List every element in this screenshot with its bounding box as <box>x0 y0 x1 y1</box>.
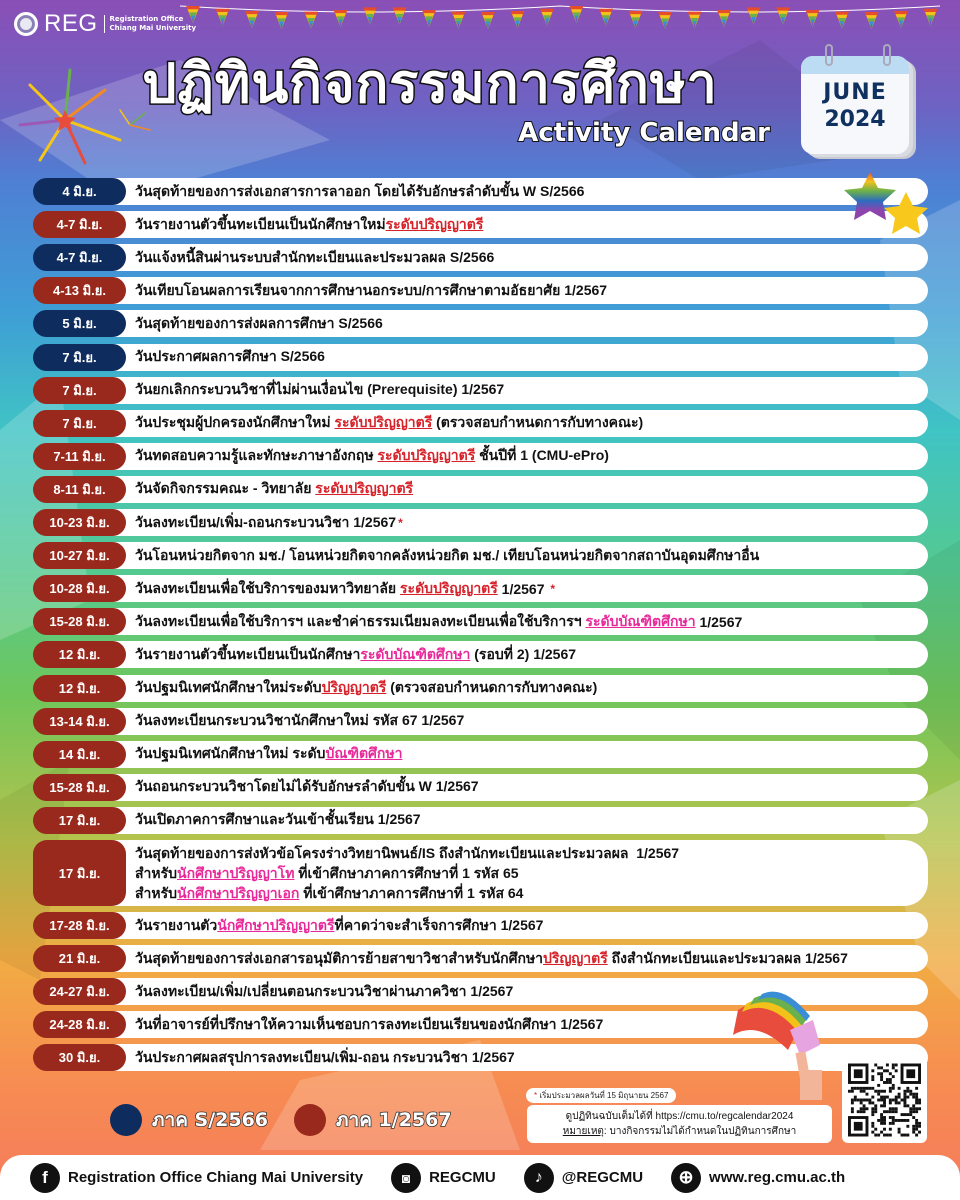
event-row <box>33 575 928 602</box>
event-date-badge: 4-13 มิ.ย. <box>33 277 126 304</box>
event-row <box>33 244 928 271</box>
megaphone-icon <box>728 990 823 1100</box>
event-description-line <box>135 843 679 863</box>
event-row <box>33 178 928 205</box>
event-text: สำหรับ <box>135 885 178 901</box>
reg-logo <box>14 10 196 38</box>
event-row <box>33 476 928 503</box>
event-date-badge: 17-28 มิ.ย. <box>33 912 126 939</box>
event-date-badge: 17 มิ.ย. <box>33 807 126 834</box>
event-description <box>135 542 759 569</box>
remark-text: : บางกิจกรรมไม่ได้กำหนดในปฏิทินการศึกษา <box>603 1126 797 1137</box>
event-date-badge: 15-28 มิ.ย. <box>33 774 126 801</box>
highlight-text: นักศึกษาปริญญาโท <box>177 865 295 881</box>
calendar-header-strip <box>801 56 909 74</box>
event-text: วันประชุมผู้ปกครองนักศึกษาใหม่ <box>135 414 335 431</box>
event-description <box>135 575 555 602</box>
highlight-text: ระดับบัณฑิตศึกษา <box>585 612 696 629</box>
event-text: วันประกาศผลการศึกษา S/2566 <box>135 348 325 364</box>
event-text: วันแจ้งหนี้สินผ่านระบบสำนักทะเบียนและประมวลผล S/2566 <box>135 248 495 265</box>
event-text: วันยกเลิกกระบวนวิชาที่ไม่ผ่านเงื่อนไข (Prerequisite) 1/2567 <box>135 381 505 398</box>
event-text: (รอบที่ 2) 1/2567 <box>470 645 577 662</box>
event-row <box>33 277 928 304</box>
event-text: สำหรับ <box>135 865 178 881</box>
event-description <box>135 377 504 404</box>
qr-code-image <box>848 1063 921 1137</box>
event-row <box>33 675 928 702</box>
event-row <box>33 443 928 470</box>
highlight-text: นักศึกษาปริญญาเอก <box>177 885 300 901</box>
instagram-icon[interactable]: ◙ <box>391 1163 421 1193</box>
event-date-badge: 12 มิ.ย. <box>33 675 126 702</box>
event-description <box>135 608 742 635</box>
event-description <box>135 641 576 668</box>
page-title-english: Activity Calendar <box>518 118 770 148</box>
tiktok-icon[interactable]: ♪ <box>524 1163 554 1193</box>
event-row <box>33 211 928 238</box>
event-text: ที่คาดว่าจะสำเร็จการศึกษา 1/2567 <box>334 916 544 933</box>
globe-icon[interactable]: ⊕ <box>671 1163 701 1193</box>
event-description <box>135 708 464 735</box>
event-description <box>135 912 543 939</box>
event-date-badge: 14 มิ.ย. <box>33 741 126 768</box>
event-row <box>33 344 928 371</box>
event-row <box>33 741 928 768</box>
remark-label: หมายเหตุ <box>562 1126 604 1137</box>
event-text: วันที่อาจารย์ที่ปรึกษาให้ความเห็นชอบการลงทะเบียนเรียนของนักศึกษา 1/2567 <box>135 1015 604 1032</box>
event-text: ที่เข้าศึกษาภาคการศึกษาที่ 1 รหัส 65 <box>294 865 519 881</box>
event-description <box>135 244 494 271</box>
highlight-text: ระดับบัณฑิตศึกษา <box>360 645 471 662</box>
calendar-year: 2024 <box>824 107 886 132</box>
event-row <box>33 708 928 735</box>
page-title-thai: ปฏิทินกิจกรรมการศึกษา <box>142 52 718 115</box>
instagram-link[interactable]: REGCMU <box>429 1169 496 1186</box>
event-description <box>135 310 383 337</box>
highlight-text: นักศึกษาปริญญาตรี <box>217 916 335 933</box>
event-text: (ตรวจสอบกำหนดการกับทางคณะ) <box>386 679 598 695</box>
event-text: 1/2567 <box>695 613 743 630</box>
event-text: วันลงทะเบียนเพื่อใช้บริการฯ และชำค่าธรรมเนียมลงทะเบียนเพื่อใช้บริการฯ <box>135 612 586 629</box>
event-row <box>33 377 928 404</box>
event-date-badge: 4-7 มิ.ย. <box>33 244 126 271</box>
event-text: วันรายงานตัวขึ้นทะเบียนเป็นนักศึกษาใหม่ <box>135 215 386 232</box>
highlight-text: ระดับปริญญาตรี <box>400 579 498 596</box>
event-date-badge: 12 มิ.ย. <box>33 641 126 668</box>
event-date-badge: 4 มิ.ย. <box>33 178 126 205</box>
event-date-badge: 10-28 มิ.ย. <box>33 575 126 602</box>
event-text: วันเทียบโอนผลการเรียนจากการศึกษานอกระบบ/การศึกษาตามอัธยาศัย 1/2567 <box>135 281 608 298</box>
event-row <box>33 542 928 569</box>
event-row <box>33 608 928 635</box>
event-date-badge: 30 มิ.ย. <box>33 1044 126 1071</box>
event-text: วันสุดท้ายของการส่งเอกสารอนุมัติการย้ายสาขาวิชาสำหรับนักศึกษา <box>135 949 544 966</box>
event-date-badge: 10-23 มิ.ย. <box>33 509 126 536</box>
asterisk-note <box>526 1088 676 1103</box>
event-date-badge: 15-28 มิ.ย. <box>33 608 126 635</box>
event-text: วันลงทะเบียนกระบวนวิชานักศึกษาใหม่ รหัส 67 1/2567 <box>135 712 465 729</box>
event-description <box>135 807 421 834</box>
event-text: วันสุดท้ายของการส่งผลการศึกษา S/2566 <box>135 314 383 331</box>
event-row <box>33 807 928 834</box>
event-row <box>33 840 928 906</box>
highlight-text: ปริญญาตรี <box>321 679 387 695</box>
event-text: 1/2567 <box>497 580 549 597</box>
event-text: วันเปิดภาคการศึกษาและวันเข้าชั้นเรียน 1/2567 <box>135 811 421 828</box>
highlight-text: ระดับปริญญาตรี <box>385 215 484 232</box>
highlight-text: ระดับปริญญาตรี <box>334 414 433 431</box>
event-row <box>33 410 928 437</box>
event-text: วันรายงานตัว <box>135 916 218 933</box>
event-text: วันลงทะเบียนเพื่อใช้บริการของมหาวิทยาลัย <box>135 579 401 596</box>
event-date-badge: 17 มิ.ย. <box>33 840 126 906</box>
event-description <box>135 978 513 1005</box>
event-description <box>135 277 607 304</box>
rainbow-star-icon <box>838 170 933 240</box>
event-text: วันจัดกิจกรรมคณะ - วิทยาลัย <box>135 480 316 497</box>
event-text: วันทดสอบความรู้และทักษะภาษาอังกฤษ <box>135 447 378 464</box>
highlight-text: ปริญญาตรี <box>543 949 608 966</box>
event-description <box>135 945 848 972</box>
facebook-link[interactable]: Registration Office Chiang Mai University <box>68 1169 364 1186</box>
event-description <box>135 443 609 470</box>
logo-text: REG <box>44 10 98 37</box>
event-date-badge: 4-7 มิ.ย. <box>33 211 126 238</box>
calendar-ring-icon <box>883 44 891 66</box>
legend-label-s2566: ภาค S/2566 <box>152 1109 269 1131</box>
logo-subtitle-line-1: Registration Office <box>109 15 184 23</box>
event-description <box>135 476 413 503</box>
facebook-icon[interactable]: f <box>30 1163 60 1193</box>
event-row <box>33 310 928 337</box>
event-row <box>33 509 928 536</box>
event-description <box>135 675 597 702</box>
event-date-badge: 24-28 มิ.ย. <box>33 1011 126 1038</box>
event-text: วันสุดท้ายของการส่งหัวข้อโครงร่างวิทยานิพนธ์/IS ถึงสำนักทะเบียนและประมวลผล 1/2567 <box>135 845 680 861</box>
event-date-badge: 7 มิ.ย. <box>33 377 126 404</box>
event-date-badge: 13-14 มิ.ย. <box>33 708 126 735</box>
legend-label-1-2567: ภาค 1/2567 <box>336 1109 452 1131</box>
cmu-seal-icon <box>14 12 38 36</box>
legend-dot-1-2567 <box>294 1104 326 1136</box>
qr-code[interactable] <box>842 1057 927 1143</box>
event-date-badge: 24-27 มิ.ย. <box>33 978 126 1005</box>
event-date-badge: 7-11 มิ.ย. <box>33 443 126 470</box>
website-link[interactable]: www.reg.cmu.ac.th <box>709 1169 846 1186</box>
event-text: (ตรวจสอบกำหนดการกับทางคณะ) <box>432 414 644 431</box>
event-description <box>135 1011 603 1038</box>
calendar-month: JUNE <box>823 80 887 105</box>
event-row <box>33 641 928 668</box>
event-text: วันลงทะเบียน/เพิ่ม/เปลี่ยนตอนกระบวนวิชาผ่านภาควิชา 1/2567 <box>135 982 514 999</box>
event-text: วันโอนหน่วยกิตจาก มช./ โอนหน่วยกิตจากคลังหน่วยกิต มช./ เทียบโอนหน่วยกิตจากสถาบันอุดมศึกษาอื่น <box>135 546 760 563</box>
event-date-badge: 21 มิ.ย. <box>33 945 126 972</box>
event-date-badge: 8-11 มิ.ย. <box>33 476 126 503</box>
event-description <box>135 741 403 768</box>
event-text: วันประกาศผลสรุปการลงทะเบียน/เพิ่ม-ถอน กระบวนวิชา 1/2567 <box>135 1048 515 1065</box>
remark <box>527 1124 832 1139</box>
event-text: วันถอนกระบวนวิชาโดยไม่ได้รับอักษรลำดับขั้น W 1/2567 <box>135 778 479 795</box>
calendar-icon <box>795 44 920 156</box>
legend-dot-s2566 <box>110 1104 142 1136</box>
rainbow-bunting <box>180 2 940 30</box>
event-text: วันปฐมนิเทศนักศึกษาใหม่ระดับ <box>135 679 322 695</box>
event-description <box>135 410 643 437</box>
highlight-text: ระดับปริญญาตรี <box>315 480 414 497</box>
event-text: วันลงทะเบียน/เพิ่ม-ถอนกระบวนวิชา 1/2567 <box>135 513 397 530</box>
logo-subtitle-line-2: Chiang Mai University <box>109 24 197 32</box>
semester-legend <box>110 1104 468 1136</box>
event-text: ที่เข้าศึกษาภาคการศึกษาที่ 1 รหัส 64 <box>299 885 524 901</box>
highlight-text: ระดับปริญญาตรี <box>377 447 476 464</box>
event-row <box>33 912 928 939</box>
event-description <box>135 344 325 371</box>
event-description <box>135 509 403 536</box>
calendar-page <box>801 56 909 154</box>
event-description <box>135 840 679 906</box>
event-description <box>135 774 479 801</box>
event-description <box>135 178 584 205</box>
footer-social-bar <box>0 1155 960 1200</box>
info-note-box <box>527 1105 832 1143</box>
event-text: วันปฐมนิเทศนักศึกษาใหม่ ระดับ <box>135 745 326 762</box>
tiktok-link[interactable]: @REGCMU <box>561 1169 644 1186</box>
event-text: ชั้นปีที่ 1 (CMU-ePro) <box>475 447 609 464</box>
event-description-line <box>135 883 523 903</box>
event-row <box>33 945 928 972</box>
highlight-text: บัณฑิตศึกษา <box>325 745 403 762</box>
event-date-badge: 10-27 มิ.ย. <box>33 542 126 569</box>
event-description <box>135 211 483 238</box>
asterisk-mark: * <box>398 515 403 530</box>
full-calendar-link[interactable]: ดูปฏิทินฉบับเต็มได้ที่ https://cmu.to/regcalendar2024 <box>565 1111 794 1122</box>
event-date-badge: 7 มิ.ย. <box>33 410 126 437</box>
asterisk-mark: * <box>550 581 556 596</box>
asterisk-mark: * <box>534 1091 538 1100</box>
calendar-ring-icon <box>825 44 833 66</box>
event-description <box>135 1044 515 1071</box>
event-row <box>33 774 928 801</box>
event-date-badge: 7 มิ.ย. <box>33 344 126 371</box>
event-text: ถึงสำนักทะเบียนและประมวลผล 1/2567 <box>607 949 848 966</box>
event-text: วันสุดท้ายของการส่งเอกสารการลาออก โดยได้รับอักษรลำดับขั้น W S/2566 <box>135 182 585 199</box>
event-date-badge: 5 มิ.ย. <box>33 310 126 337</box>
asterisk-note-text: เริ่มประมวลผลวันที่ 15 มิถุนายน 2567 <box>537 1091 669 1100</box>
event-description-line <box>135 863 519 883</box>
event-text: วันรายงานตัวขึ้นทะเบียนเป็นนักศึกษา <box>135 645 361 662</box>
